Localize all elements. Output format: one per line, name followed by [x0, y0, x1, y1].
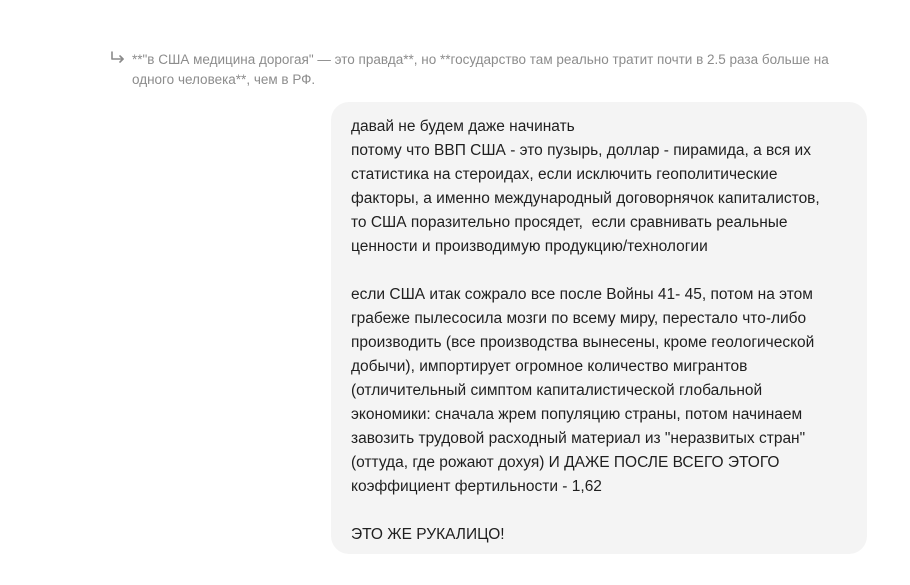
message-line: потому что ВВП США - это пузырь, доллар - пирамида, а вся их	[351, 142, 811, 159]
message-line: производить (все производства вынесены, кроме геологической	[351, 334, 815, 351]
message-line: коэффициент фертильности - 1,62	[351, 478, 602, 495]
message-line: (отличительный симптом капиталистической глобальной	[351, 382, 763, 399]
message-line: если США итак сожрало все после Войны 41- 45, потом на этом	[351, 286, 813, 303]
message-line: то США поразительно просядет, если сравнивать реальные	[351, 214, 788, 231]
message-line: (оттуда, где рожают дохуя) И ДАЖЕ ПОСЛЕ ВСЕГО ЭТОГО	[351, 454, 780, 471]
message-line: факторы, а именно международный договорнячок капиталистов,	[351, 190, 820, 207]
user-message-bubble	[331, 102, 867, 554]
message-line	[351, 499, 849, 523]
message-line: давай не будем даже начинать	[351, 118, 575, 135]
message-line	[351, 259, 849, 283]
message-line: завозить трудовой расходный материал из "неразвитых стран"	[351, 430, 806, 447]
message-line: статистика на стероидах, если исключить геополитические	[351, 166, 778, 183]
quoted-text: **"в США медицина дорогая" — это правда**, но **государство там реально тратит почти в 2.5 раза больше на одного человека**, чем в РФ.	[132, 52, 829, 87]
message-line: добычи), импортирует огромное количество мигрантов	[351, 358, 748, 375]
reply-arrow-icon	[110, 51, 132, 71]
message-line: экономики: сначала жрем популяцию страны, потом начинаем	[351, 406, 803, 423]
message-line: ЭТО ЖЕ РУКАЛИЦО!	[351, 526, 505, 543]
message-line: ценности и производимую продукцию/технологии	[351, 238, 708, 255]
message-line: грабеже пылесосила мозги по всему миру, перестало что-либо	[351, 310, 807, 327]
quoted-reply[interactable]	[110, 50, 870, 90]
